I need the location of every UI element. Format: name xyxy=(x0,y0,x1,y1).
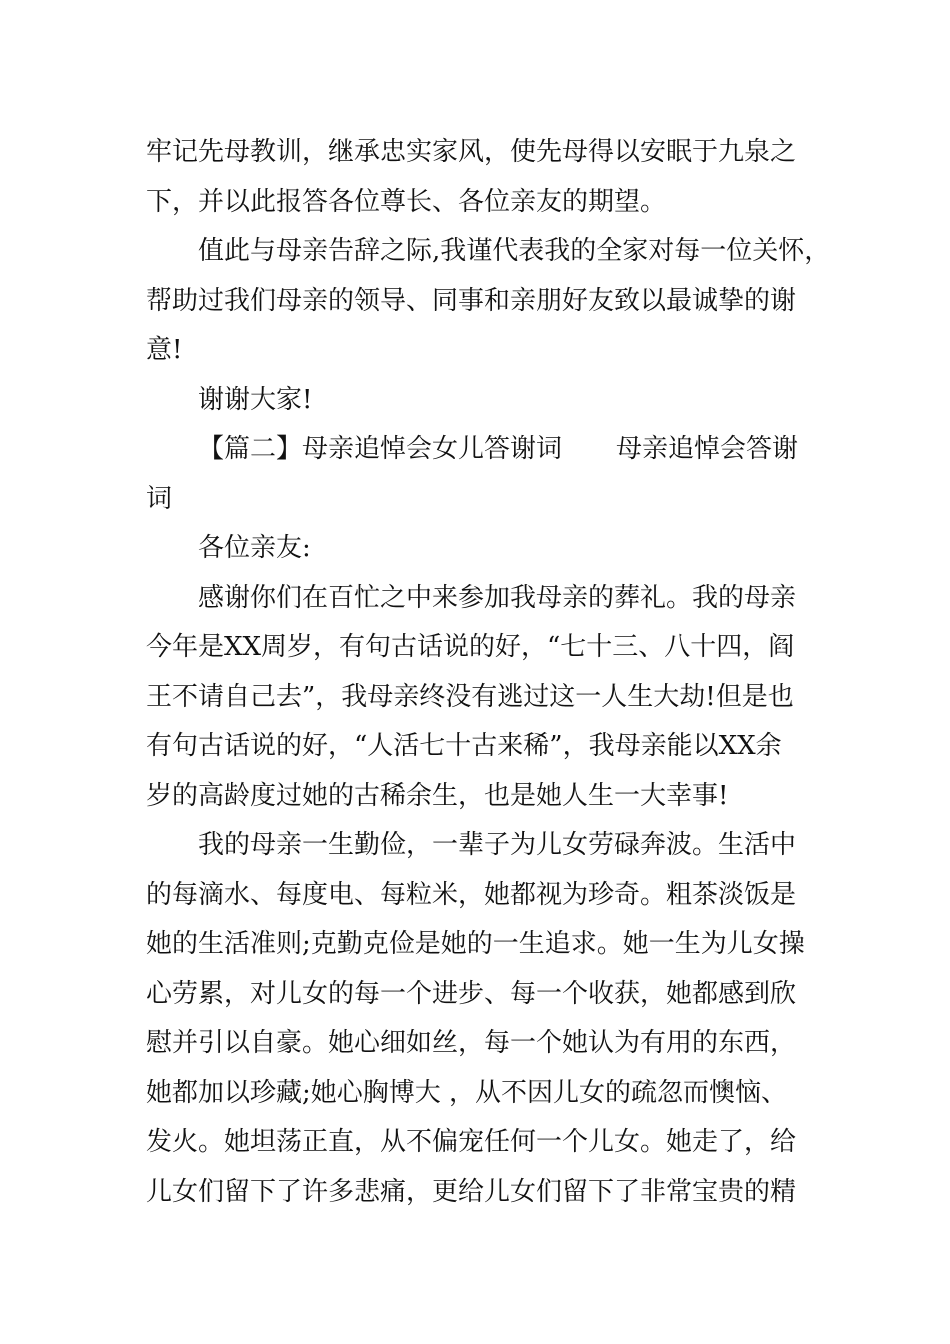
text-line: 谢谢大家! xyxy=(198,384,313,415)
text-line: 她的生活准则;克勤克俭是她的一生追求。她一生为儿女操 xyxy=(146,929,805,959)
salutation: 各位亲友: xyxy=(198,533,311,563)
text-line: 下，并以此报答各位尊长、各位亲友的期望。 xyxy=(146,186,667,217)
text-line: 牢记先母教训，继承忠实家风，使先母得以安眠于九泉之 xyxy=(146,137,797,167)
text-line: 帮助过我们母亲的领导、同事和亲朋好友致以最诚挚的谢 xyxy=(146,285,797,316)
text-line: 心劳累，对儿女的每一个进步、每一个收获，她都感到欣 xyxy=(146,978,797,1009)
text-line: 今年是XX周岁，有句古话说的好，“七十三、八十四，阎 xyxy=(146,632,795,662)
text-line: 意! xyxy=(146,335,183,365)
text-line: 有句古话说的好，“人活七十古来稀”，我母亲能以XX余 xyxy=(146,731,782,761)
heading-title: 【篇二】母亲追悼会女儿答谢词 xyxy=(198,434,563,464)
section-heading-continuation: 词 xyxy=(146,483,173,514)
text-line: 岁的高龄度过她的古稀余生，也是她人生一大幸事! xyxy=(146,780,729,811)
text-line: 她都加以珍藏;她心胸博大 ，从不因儿女的疏忽而懊恼、 xyxy=(146,1077,788,1108)
heading-subtitle: 母亲追悼会答谢 xyxy=(616,434,799,464)
section-heading xyxy=(146,425,826,475)
text-line: 的每滴水、每度电、每粒米，她都视为珍奇。粗茶淡饭是 xyxy=(146,879,797,910)
text-line: 发火。她坦荡正直，从不偏宠任何一个儿女。她走了，给 xyxy=(146,1127,797,1157)
text-line: 儿女们留下了许多悲痛，更给儿女们留下了非常宝贵的精 xyxy=(146,1176,797,1207)
text-line: 值此与母亲告辞之际,我谨代表我的全家对每一位关怀， xyxy=(198,236,831,266)
text-line: 王不请自己去”，我母亲终没有逃过这一人生大劫!但是也 xyxy=(146,681,794,712)
text-line: 我的母亲一生勤俭，一辈子为儿女劳碌奔波。生活中 xyxy=(198,830,797,860)
document-page xyxy=(146,128,831,1217)
text-line: 慰并引以自豪。她心细如丝，每一个她认为有用的东西， xyxy=(146,1028,797,1058)
text-line: 感谢你们在百忙之中来参加我母亲的葬礼。我的母亲 xyxy=(198,582,797,613)
